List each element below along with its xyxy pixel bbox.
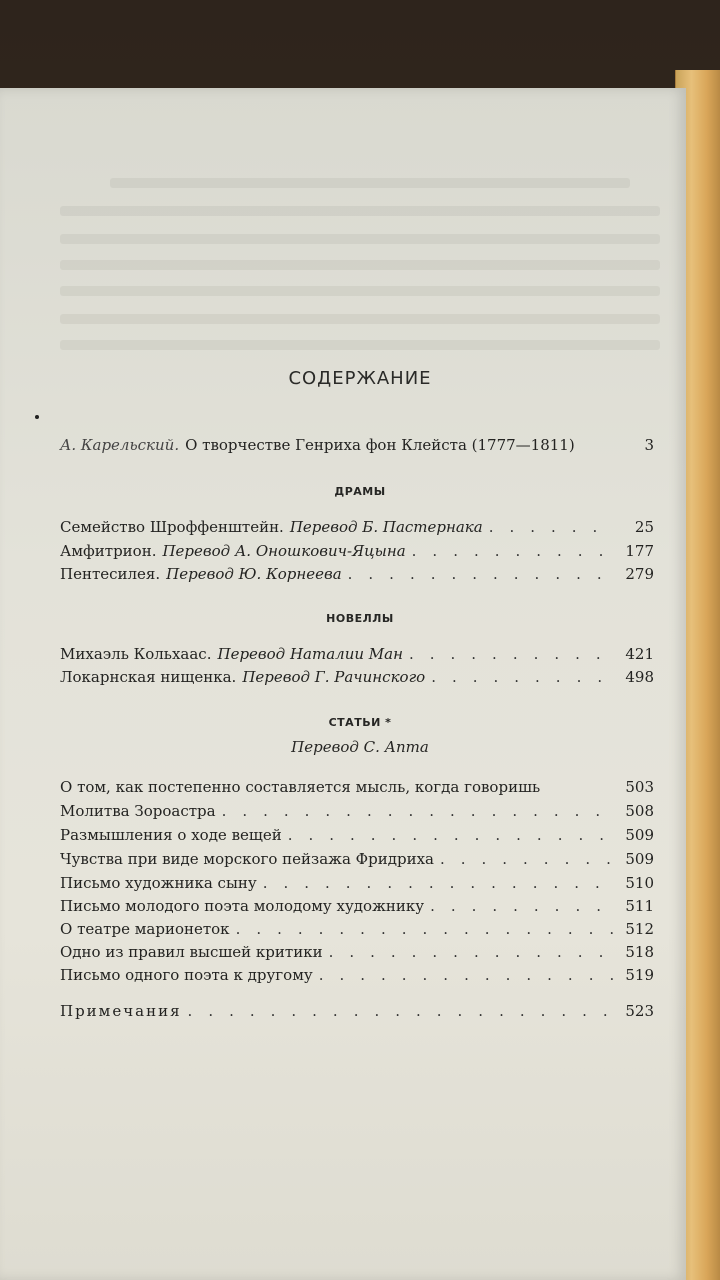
show-through-text xyxy=(60,286,660,296)
entry-title: О театре марионеток xyxy=(60,920,230,938)
toc-entry-notes xyxy=(60,1000,654,1022)
entry-page: 25 xyxy=(634,518,654,536)
section-heading-articles: СТАТЬИ * xyxy=(328,716,392,729)
dot-leader xyxy=(319,964,614,986)
toc-entry xyxy=(60,776,654,798)
dot-leader xyxy=(329,941,614,963)
section-heading-novellas: НОВЕЛЛЫ xyxy=(326,612,394,625)
entry-page: 498 xyxy=(625,668,654,686)
entry-page: 511 xyxy=(625,897,654,915)
dot-leader xyxy=(288,824,614,846)
dot-leader xyxy=(263,872,614,894)
dot-leader xyxy=(440,848,614,870)
dot-leader xyxy=(489,516,614,538)
entry-title: О творчестве Генриха фон Клейста (1777—1811) xyxy=(185,436,575,454)
toc-entry xyxy=(60,848,654,870)
entry-page: 509 xyxy=(625,850,654,868)
entry-title: Размышления о ходе вещей xyxy=(60,826,282,844)
toc-entry xyxy=(60,918,654,940)
entry-translator: Перевод Г. Рачинского xyxy=(242,668,426,686)
entry-page: 421 xyxy=(625,645,654,663)
entry-title: Семейство Шроффенштейн. xyxy=(60,518,284,536)
entry-title: Письмо молодого поэта молодому художнику xyxy=(60,897,425,915)
entry-translator: Перевод Б. Пастернака xyxy=(289,518,483,536)
toc-entry xyxy=(60,895,654,917)
entry-title: Письмо художника сыну xyxy=(60,874,257,892)
show-through-text xyxy=(60,340,660,350)
show-through-text xyxy=(60,234,660,244)
toc-entry xyxy=(60,964,654,986)
entry-page: 519 xyxy=(625,966,654,984)
entry-page: 3 xyxy=(644,436,654,454)
toc-entry xyxy=(60,666,654,688)
entry-title: Пентесилея. xyxy=(60,565,161,583)
entry-title: Молитва Зороастра xyxy=(60,802,216,820)
entry-title: Примечания xyxy=(60,1002,182,1020)
entry-page: 503 xyxy=(625,778,654,796)
show-through-text xyxy=(110,178,630,188)
entry-translator: Перевод Наталии Ман xyxy=(217,645,403,663)
entry-title: Локарнская нищенка. xyxy=(60,668,237,686)
dot-leader xyxy=(431,666,614,688)
show-through-text xyxy=(60,314,660,324)
show-through-text xyxy=(60,260,660,270)
dot-leader xyxy=(412,540,614,562)
toc-entry xyxy=(60,824,654,846)
entry-page: 177 xyxy=(625,542,654,560)
entry-page: 518 xyxy=(625,943,654,961)
dot-leader xyxy=(430,895,614,917)
dot-leader xyxy=(236,918,614,940)
entry-author: А. Карельский. xyxy=(60,436,180,454)
entry-page: 510 xyxy=(625,874,654,892)
toc-entry xyxy=(60,540,654,562)
toc-entry xyxy=(60,941,654,963)
entry-title: Амфитрион. xyxy=(60,542,157,560)
dot-leader xyxy=(222,800,614,822)
entry-translator: Перевод А. Оношкович-Яцына xyxy=(162,542,406,560)
page-title: СОДЕРЖАНИЕ xyxy=(288,368,432,389)
entry-translator: Перевод Ю. Корнеева xyxy=(166,565,342,583)
entry-page: 508 xyxy=(625,802,654,820)
toc-entry xyxy=(60,643,654,665)
entry-page: 512 xyxy=(625,920,654,938)
toc-entry xyxy=(60,800,654,822)
section-heading-dramas: ДРАМЫ xyxy=(334,485,386,498)
toc-entry xyxy=(60,516,654,538)
entry-title: Михаэль Кольхаас. xyxy=(60,645,212,663)
entry-title: О том, как постепенно составляется мысль, когда говоришь xyxy=(60,778,541,796)
dot-leader xyxy=(348,563,614,585)
print-speck xyxy=(35,415,39,419)
section-translator-note: Перевод С. Апта xyxy=(291,738,429,756)
entry-page: 509 xyxy=(625,826,654,844)
entry-title: Чувства при виде морского пейзажа Фридриха xyxy=(60,850,434,868)
entry-page: 279 xyxy=(625,565,654,583)
show-through-text xyxy=(60,206,660,216)
dot-leader xyxy=(409,643,614,665)
toc-entry xyxy=(60,563,654,585)
toc-entry xyxy=(60,872,654,894)
entry-title: Письмо одного поэта к другому xyxy=(60,966,313,984)
entry-title: Одно из правил высшей критики xyxy=(60,943,323,961)
entry-page: 523 xyxy=(625,1002,654,1020)
toc-entry-intro xyxy=(60,434,654,456)
dot-leader xyxy=(188,1000,614,1022)
